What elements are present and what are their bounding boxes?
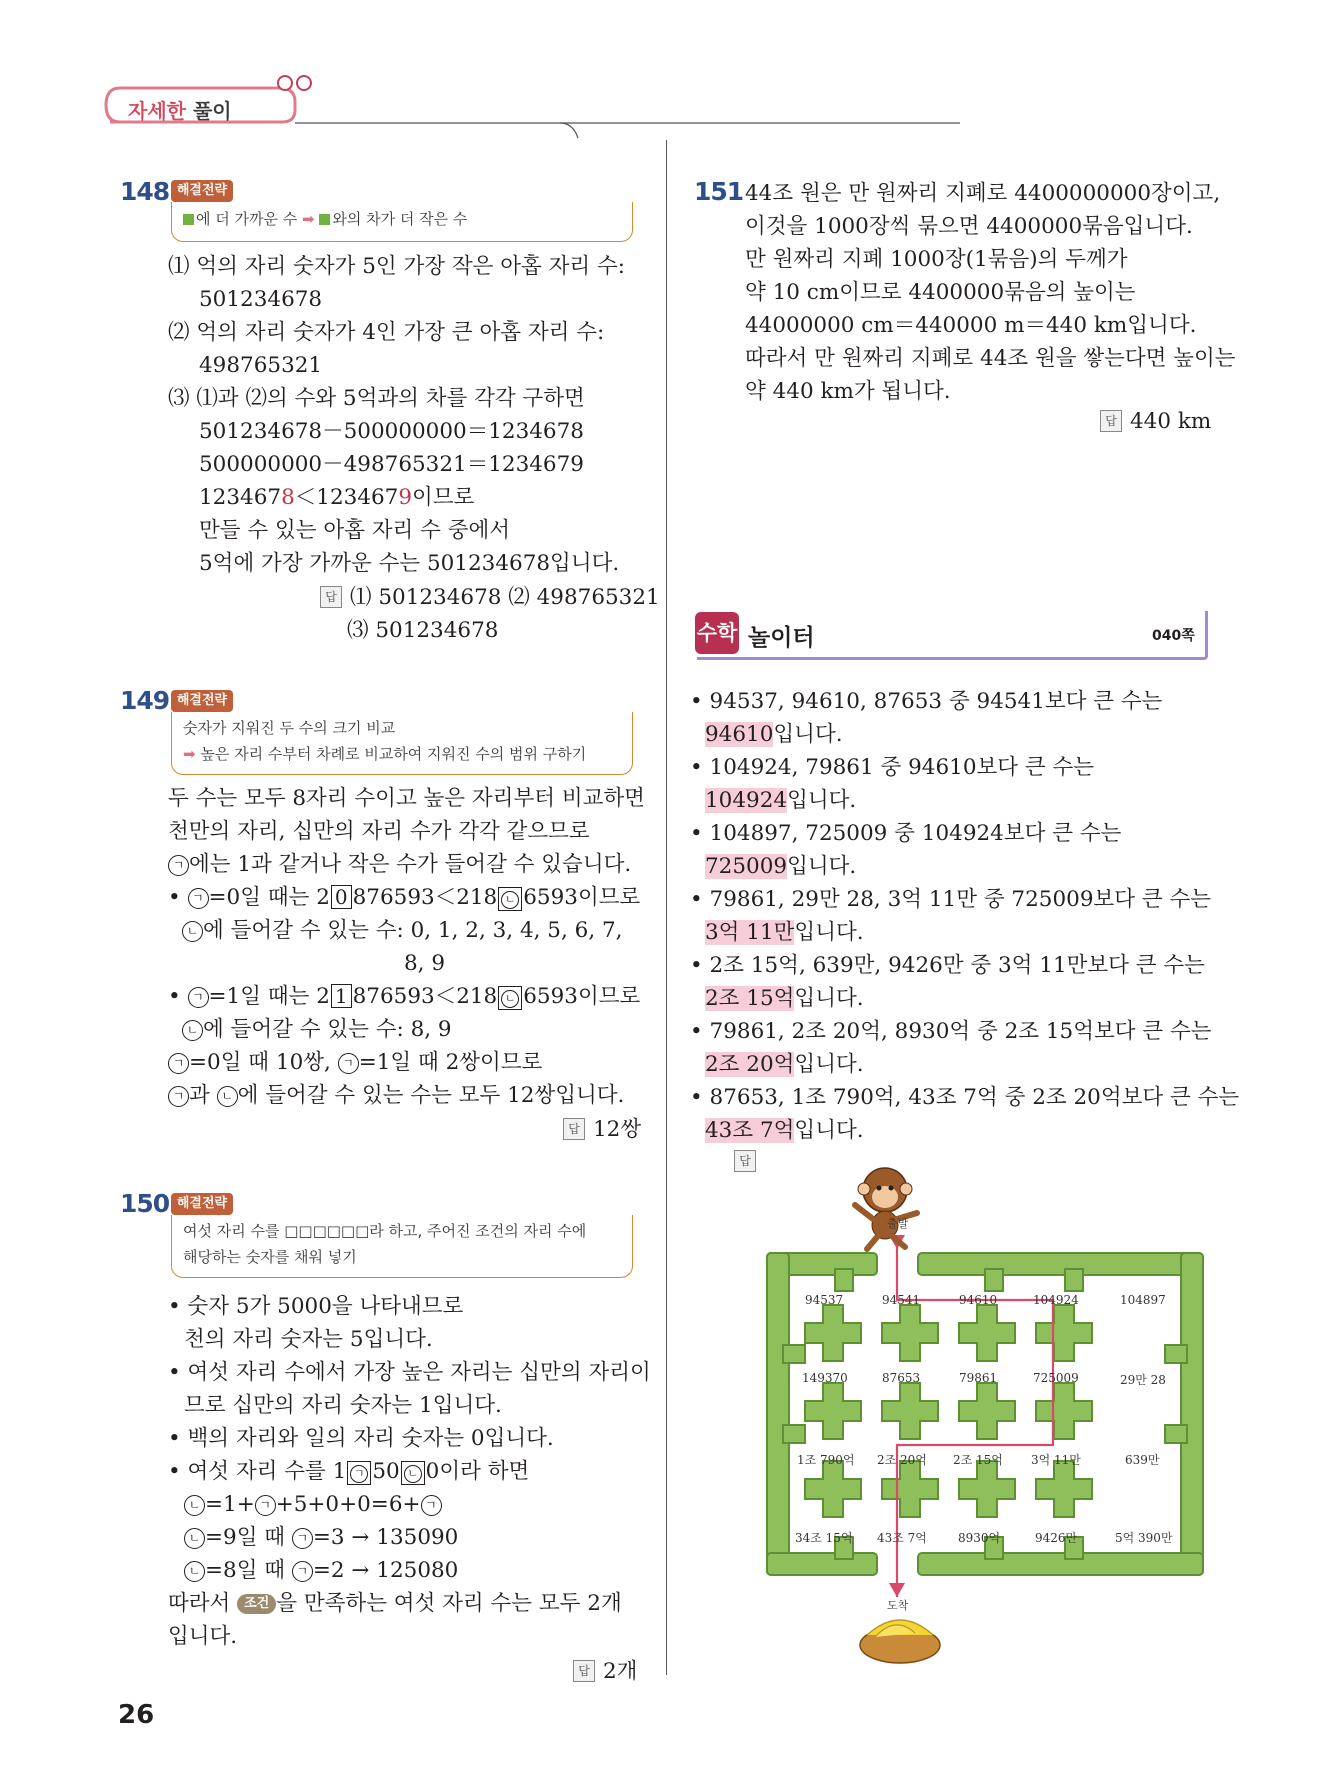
question-number-151: 151: [694, 177, 744, 206]
boxed-nieun-icon: ㄴ: [498, 986, 522, 1010]
q151-line: 44조 원은 만 원짜리 지폐로 4400000000장이고,: [745, 181, 1221, 206]
condition-badge: 조건: [237, 1594, 276, 1614]
boxed-giyeok-icon: ㄱ: [347, 1461, 371, 1485]
strategy-text-150: 여섯 자리 수를 □□□□□□라 하고, 주어진 조건의 자리 수에: [183, 1222, 587, 1240]
maze: [755, 1145, 1215, 1675]
maze-cell: 94537: [805, 1293, 844, 1307]
list-item: • 2조 15억, 639만, 9426만 중 3억 11만보다 큰 수는: [690, 953, 1205, 978]
q148-line: 5억에 가장 가까운 수는 501234678입니다.: [199, 551, 620, 576]
circled-giyeok-icon: ㄱ: [255, 1495, 276, 1516]
arrow-right-icon: ➡: [183, 745, 196, 763]
q148-answer-2: ⑶ 501234678: [347, 618, 499, 643]
maze-cell: 43조 7억: [877, 1531, 927, 1545]
q148-line: 500000000－498765321＝1234679: [199, 452, 584, 477]
maze-cell: 2조 15억: [953, 1453, 1003, 1467]
arrow-right-icon: ➡: [302, 210, 315, 228]
q150-answer: 답 2개: [573, 1655, 637, 1688]
circled-nieun-icon: ㄴ: [184, 1528, 205, 1549]
q149-line: ㄱ =0일 때 10쌍, ㄱ =1일 때 2쌍이므로: [168, 1046, 542, 1079]
q149-line: 두 수는 모두 8자리 수이고 높은 자리부터 비교하면: [168, 786, 645, 811]
q148-line: ⑶ ⑴과 ⑵의 수와 5억과의 차를 각각 구하면: [168, 386, 585, 411]
circled-giyeok-icon: ㄱ: [188, 888, 209, 909]
q150-line: ㄴ =8일 때 ㄱ =2 → 125080: [184, 1554, 458, 1587]
header-title-a: 자세한: [128, 99, 186, 123]
q150-line: 므로 십만의 자리 숫자는 1입니다.: [184, 1393, 502, 1418]
maze-cell: 725009: [1033, 1371, 1079, 1385]
list-item-answer: 2조 15억입니다.: [705, 986, 864, 1011]
list-item-answer: 94610입니다.: [705, 722, 843, 747]
circled-nieun-icon: ㄴ: [184, 1561, 205, 1582]
circled-giyeok-icon: ㄱ: [168, 855, 189, 876]
q150-line: 천의 자리 숫자는 5입니다.: [184, 1327, 433, 1352]
circled-giyeok-icon: ㄱ: [168, 1086, 189, 1107]
maze-cell: 639만: [1125, 1453, 1160, 1467]
q151-line: 약 440 km가 됩니다.: [745, 379, 951, 404]
question-number-148: 148: [120, 177, 170, 206]
circled-giyeok-icon: ㄱ: [338, 1053, 359, 1074]
q149-bullet-1: • ㄱ =0일 때는 2 0 876593＜218 ㄴ 6593이므로: [168, 885, 641, 910]
q148-line: 501234678: [199, 287, 323, 312]
list-item-answer: 2조 20억입니다.: [705, 1052, 864, 1077]
maze-cell: 9426만: [1035, 1531, 1078, 1545]
column-divider: [666, 140, 667, 1675]
q148-line: 501234678－500000000＝1234678: [199, 419, 584, 444]
circled-nieun-icon: ㄴ: [182, 1020, 203, 1041]
list-item: • 104924, 79861 중 94610보다 큰 수는: [690, 755, 1095, 780]
circled-giyeok-icon: ㄱ: [292, 1561, 313, 1582]
q150-line: ㄴ =9일 때 ㄱ =3 → 135090: [184, 1521, 458, 1554]
q151-line: 만 원짜리 지폐 1000장(1묶음)의 두께가: [745, 247, 1128, 272]
answer-label: 답: [563, 1118, 585, 1140]
q148-line: 만들 수 있는 아홉 자리 수 중에서: [199, 518, 511, 543]
list-item-answer: 104924입니다.: [705, 788, 857, 813]
maze-cell: 3억 11만: [1031, 1453, 1081, 1467]
circled-giyeok-icon: ㄱ: [292, 1528, 313, 1549]
maze-cell: 104897: [1120, 1293, 1166, 1307]
q151-line: 따라서 만 원짜리 지폐로 44조 원을 쌓는다면 높이는: [745, 346, 1236, 371]
list-item-answer: 725009입니다.: [705, 854, 857, 879]
q151-line: 약 10 cm이므로 4400000묶음의 높이는: [745, 280, 1136, 305]
maze-start-label: 출발: [887, 1217, 909, 1230]
play-page-ref: 040쪽: [1152, 628, 1195, 644]
boxed-nieun-icon: ㄴ: [498, 887, 522, 911]
q150-line: • 백의 자리와 일의 자리 숫자는 0입니다.: [168, 1426, 554, 1451]
q151-line: 44000000 cm＝440000 m＝440 km입니다.: [745, 313, 1197, 338]
maze-cell: 104924: [1033, 1293, 1079, 1307]
maze-cell: 5억 390만: [1115, 1531, 1173, 1545]
answer-label: 답: [320, 586, 342, 608]
end-arrow-icon: [889, 1583, 905, 1597]
maze-cell: 87653: [882, 1371, 921, 1385]
strategy-text-148: 에 더 가까운 수 ➡ 와의 차가 더 작은 수: [183, 207, 467, 231]
q149-bullet-2: • ㄱ =1일 때는 2 1 876593＜218 ㄴ 6593이므로: [168, 984, 641, 1009]
q151-line: 이것을 1000장씩 묶으면 4400000묶음입니다.: [745, 214, 1193, 239]
q149-answer: 답 12쌍: [563, 1113, 641, 1146]
list-item: • 79861, 2조 20억, 8930억 중 2조 15억보다 큰 수는: [690, 1019, 1212, 1044]
list-item: • 104897, 725009 중 104924보다 큰 수는: [690, 821, 1122, 846]
q148-answer: 답 ⑴ 501234678 ⑵ 498765321: [320, 581, 660, 614]
q150-line: 입니다.: [168, 1624, 238, 1649]
q149-line: ㄴ 에 들어갈 수 있는 수: 0, 1, 2, 3, 4, 5, 6, 7,: [182, 914, 623, 947]
list-item-answer: 3억 11만입니다.: [705, 920, 864, 945]
maze-cell: 2조 20억: [877, 1453, 927, 1467]
question-number-150: 150: [120, 1189, 170, 1218]
answer-label: 답: [573, 1660, 595, 1682]
strategy-badge-148: 해결전략: [171, 180, 233, 202]
maze-cell: 94610: [959, 1293, 998, 1307]
answer-label: 답: [1100, 410, 1122, 432]
page-number: 26: [118, 1700, 155, 1730]
maze-cell: 79861: [959, 1371, 998, 1385]
monkey-illustration: [855, 1168, 917, 1249]
header-title: [128, 95, 232, 124]
green-square-icon: [183, 214, 194, 225]
play-answer-label: 답: [734, 1150, 756, 1172]
circled-giyeok-icon: ㄱ: [188, 987, 209, 1008]
circled-nieun-icon: ㄴ: [217, 1086, 238, 1107]
list-item: • 87653, 1조 790억, 43조 7억 중 2조 20억보다 큰 수는: [690, 1085, 1240, 1110]
q148-line: 498765321: [199, 353, 323, 378]
circled-nieun-icon: ㄴ: [182, 921, 203, 942]
strategy-text-149-2: ➡ 높은 자리 수부터 차례로 비교하여 지워진 수의 범위 구하기: [183, 745, 587, 763]
question-number-149: 149: [120, 686, 170, 715]
q148-line: ⑵ 억의 자리 숫자가 4인 가장 큰 아홉 자리 수:: [168, 320, 605, 345]
play-title: 놀이터: [748, 625, 815, 651]
maze-cell: 149370: [802, 1371, 848, 1385]
strategy-badge-150: 해결전략: [171, 1193, 233, 1215]
maze-cell: 34조 15억: [795, 1531, 853, 1545]
maze-cell: 1조 790억: [797, 1453, 855, 1467]
q151-answer: 답 440 km: [1100, 405, 1211, 438]
q150-line: • 여섯 자리 수에서 가장 높은 자리는 십만의 자리이: [168, 1360, 651, 1385]
maze-cell: 29만 28: [1120, 1373, 1166, 1387]
q150-line: • 여섯 자리 수를 1 ㄱ 50 ㄴ 0이라 하면: [168, 1459, 530, 1484]
list-item: • 79861, 29만 28, 3억 11만 중 725009보다 큰 수는: [690, 887, 1212, 912]
circled-giyeok-icon: ㄱ: [168, 1053, 189, 1074]
play-badge: 수학: [695, 612, 739, 654]
strategy-text-150-2: 해당하는 숫자를 채워 넣기: [183, 1248, 357, 1266]
list-item-answer: 43조 7억입니다.: [705, 1118, 864, 1143]
q149-line: ㄱ 과 ㄴ 에 들어갈 수 있는 수는 모두 12쌍입니다.: [168, 1079, 624, 1112]
maze-cell: 94541: [882, 1293, 921, 1307]
q150-line: 따라서 조건 을 만족하는 여섯 자리 수는 모두 2개: [168, 1591, 622, 1616]
maze-cell: 8930억: [958, 1531, 1001, 1545]
circled-giyeok-icon: ㄱ: [421, 1495, 442, 1516]
q149-line: ㄴ 에 들어갈 수 있는 수: 8, 9: [182, 1013, 452, 1046]
q150-line: • 숫자 5가 5000을 나타내므로: [168, 1294, 464, 1319]
q149-line: 8, 9: [404, 951, 446, 976]
header-title-b: 풀이: [192, 99, 232, 123]
header-frame: [100, 70, 1060, 140]
q148-line: ⑴ 억의 자리 숫자가 5인 가장 작은 아홉 자리 수:: [168, 254, 626, 279]
list-item: • 94537, 94610, 87653 중 94541보다 큰 수는: [690, 689, 1163, 714]
q149-line: 천만의 자리, 십만의 자리 수가 각각 같으므로: [168, 819, 590, 844]
q150-line: ㄴ =1+ ㄱ +5+0+0=6+ ㄱ: [184, 1488, 442, 1521]
q149-line: ㄱ 에는 1과 같거나 작은 수가 들어갈 수 있습니다.: [168, 848, 631, 881]
strategy-text-149: 숫자가 지워진 두 수의 크기 비교: [183, 719, 396, 737]
strategy-badge-149: 해결전략: [171, 690, 233, 712]
banana-basket-illustration: [860, 1620, 940, 1663]
green-square-icon: [319, 214, 330, 225]
maze-end-label: 도착: [887, 1599, 909, 1612]
circled-nieun-icon: ㄴ: [184, 1495, 205, 1516]
boxed-nieun-icon: ㄴ: [401, 1461, 425, 1485]
maze-graphic: [755, 1145, 1215, 1675]
q148-compare: 1234678＜1234679이므로: [199, 485, 475, 510]
